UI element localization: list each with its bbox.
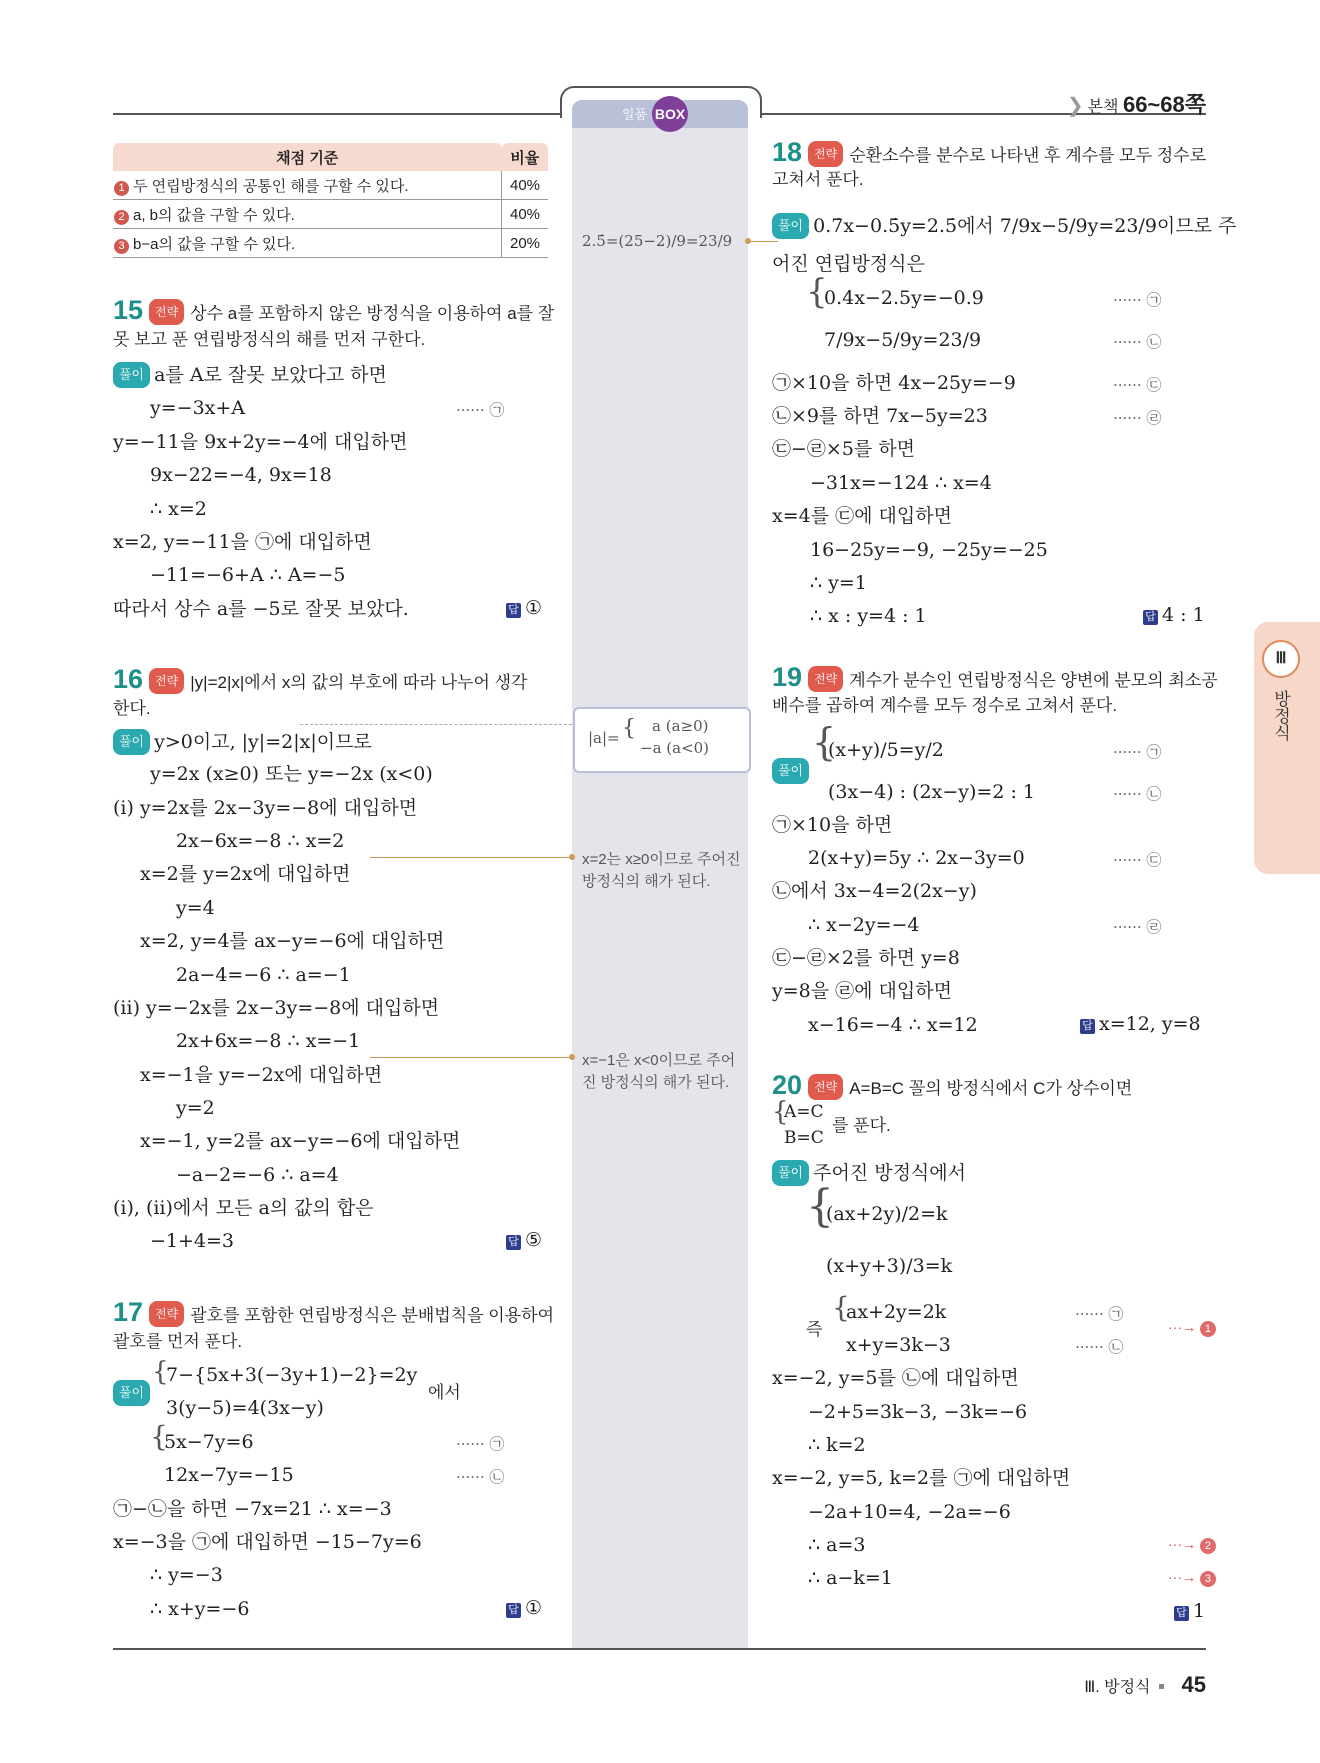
answer-value: x=12, y=8 — [1099, 1013, 1201, 1035]
chapter-title: 방정식 — [1271, 690, 1290, 741]
equation: A=C — [784, 1102, 824, 1122]
equation-tag: ······ ㉠ — [1113, 743, 1162, 761]
solution-line: 어진 연립방정식은 — [772, 253, 925, 275]
problem-number: 15 — [113, 295, 144, 325]
step-number: 2 — [1200, 1538, 1216, 1554]
footer-rule — [113, 1648, 1206, 1650]
solution-line: ㉢−㉣×5를 하면 — [772, 438, 916, 460]
brace: { — [806, 1181, 834, 1232]
answer-value: ① — [525, 1597, 543, 1619]
strategy-text-cont: 를 푼다. — [832, 1116, 891, 1135]
brace: { — [812, 720, 837, 764]
solution-line — [772, 1160, 966, 1186]
ref-pages: 66~68쪽 — [1122, 92, 1206, 117]
answer-value: ① — [525, 597, 543, 619]
equation: 3(y−5)=4(3x−y) — [166, 1397, 324, 1419]
strategy-text: 계수가 분수인 연립방정식은 양변에 분모의 최소공 — [849, 671, 1218, 690]
equation: x+y=3k−3 — [846, 1334, 951, 1356]
equation: 0.4x−2.5y=−0.9 — [824, 287, 984, 309]
strategy-text-cont: 고쳐서 푼다. — [772, 170, 864, 189]
problem-15-heading — [113, 295, 555, 326]
table-row — [113, 229, 548, 258]
solution-line — [113, 729, 372, 755]
solution-badge-line — [113, 1380, 154, 1406]
equation: (ax+2y)/2=k — [826, 1203, 948, 1225]
equation: ax+2y=2k — [846, 1301, 947, 1323]
solution-line: ㉠×10을 하면 4x−25y=−9 — [772, 372, 1016, 394]
solution-badge-line — [772, 758, 813, 784]
problem-19-heading — [772, 662, 1218, 693]
solution-line: x=2, y=−11을 ㉠에 대입하면 — [113, 531, 372, 553]
solution-line — [113, 362, 387, 388]
solution-line: ㉢−㉣×2를 하면 y=8 — [772, 947, 960, 969]
equation: B=C — [784, 1128, 824, 1148]
solution-line: ㉡에서 3x−4=2(2x−y) — [772, 880, 977, 902]
connector-line — [370, 1057, 572, 1058]
step-marker: 2 — [114, 210, 129, 225]
connector-line — [370, 857, 572, 858]
page-reference — [1067, 88, 1206, 119]
answer-value: 1 — [1193, 1600, 1206, 1622]
problem-18-heading — [772, 137, 1207, 168]
strategy-text: |y|=2|x|에서 x의 값의 부호에 따라 나누어 생각 — [190, 673, 528, 692]
solution-line: x=2, y=4를 ax−y=−6에 대입하면 — [140, 930, 445, 952]
criteria-text: b−a의 값을 구할 수 있다. — [133, 235, 296, 253]
solution-line: ㉠−㉡을 하면 −7x=21 ∴ x=−3 — [113, 1498, 392, 1520]
strategy-text: A=B=C 꼴의 방정식에서 C가 상수이면 — [849, 1079, 1133, 1098]
equation: ∴ a=3 — [808, 1534, 866, 1556]
equation: (x+y+3)/3=k — [826, 1255, 953, 1277]
page-number: 45 — [1181, 1672, 1206, 1697]
problem-17-heading — [113, 1297, 554, 1328]
box-badge: BOX — [652, 96, 688, 132]
solution-line: ㉡×9를 하면 7x−5y=23 — [772, 405, 988, 427]
solution-line: ㉠×10을 하면 — [772, 814, 893, 836]
strategy-badge: 전략 — [149, 299, 184, 325]
brace: { — [772, 1097, 789, 1127]
equation-tag: ······ ㉢ — [1113, 376, 1162, 394]
equation: 2x−6x=−8 ∴ x=2 — [176, 830, 345, 852]
equation: ∴ x=2 — [150, 498, 207, 520]
strategy-badge: 전략 — [149, 668, 184, 694]
answer — [1080, 1013, 1201, 1035]
equation-tag: ······ ㉢ — [1113, 851, 1162, 869]
strategy-badge: 전략 — [808, 141, 843, 167]
equation: y=2x (x≥0) 또는 y=−2x (x<0) — [150, 763, 433, 785]
answer-value: ⑤ — [525, 1229, 543, 1251]
solution-badge: 풀이 — [772, 758, 809, 784]
criteria-header: 채점 기준 — [113, 143, 502, 171]
solution-line: 따라서 상수 a를 −5로 잘못 보았다. — [113, 598, 409, 620]
solution-line: (ⅱ) y=−2x를 2x−3y=−8에 대입하면 — [113, 997, 440, 1019]
scoring-table — [113, 143, 548, 258]
equation: 5x−7y=6 — [164, 1431, 254, 1453]
problem-number: 18 — [772, 137, 803, 167]
answer-icon: 답 — [506, 1603, 521, 1618]
step-number: 1 — [1200, 1321, 1216, 1337]
solution-line — [772, 213, 1236, 239]
solution-line: x=2를 y=2x에 대입하면 — [140, 863, 351, 885]
box-label: 일품 — [622, 107, 648, 122]
brace: { — [152, 1357, 169, 1387]
equation: ∴ y=1 — [810, 572, 867, 594]
answer-icon: 답 — [1080, 1019, 1095, 1034]
solution-text: y>0이고, |y|=2|x|이므로 — [154, 731, 372, 753]
equation: (3x−4) : (2x−y)=2 : 1 — [828, 781, 1035, 803]
strategy-text-cont: 배수를 곱하여 계수를 모두 정수로 고쳐서 푼다. — [772, 696, 1118, 715]
equation: −31x=−124 ∴ x=4 — [810, 472, 992, 494]
problem-16-heading — [113, 664, 528, 695]
equation: −a−2=−6 ∴ a=4 — [176, 1164, 339, 1186]
equation-tag: ······ ㉠ — [1075, 1305, 1124, 1323]
equation: −1+4=3 — [150, 1230, 235, 1252]
equation: y=−3x+A — [150, 397, 246, 419]
strategy-badge: 전략 — [808, 1074, 843, 1100]
solution-text: 즉 — [806, 1320, 823, 1340]
connector-dot — [569, 1054, 575, 1060]
rate-value: 20% — [502, 229, 549, 258]
problem-number: 17 — [113, 1297, 144, 1327]
equation: 16−25y=−9, −25y=−25 — [810, 539, 1048, 561]
chevron-right-icon: ❯ — [1066, 95, 1084, 117]
table-row — [113, 200, 548, 229]
solution-line: y=8을 ㉣에 대입하면 — [772, 980, 952, 1002]
strategy-badge: 전략 — [808, 666, 843, 692]
equation: y=4 — [176, 897, 215, 919]
solution-badge: 풀이 — [113, 1380, 150, 1406]
equation: ∴ k=2 — [808, 1434, 866, 1456]
footer-chapter: Ⅲ. 방정식 — [1084, 1679, 1151, 1696]
strategy-text: 상수 a를 포함하지 않은 방정식을 이용하여 a를 잘 — [190, 304, 555, 323]
answer-icon: 답 — [1143, 610, 1158, 625]
equation: ∴ x+y=−6 — [150, 1598, 250, 1620]
equation-tag: ······ ㉡ — [1075, 1338, 1124, 1356]
equation-tag: ······ ㉡ — [1113, 333, 1162, 351]
solution-badge: 풀이 — [113, 729, 150, 755]
equation: 2x+6x=−8 ∴ x=−1 — [176, 1030, 361, 1052]
answer-icon: 답 — [506, 1235, 521, 1250]
equation: −2a+10=4, −2a=−6 — [808, 1501, 1011, 1523]
strategy-text: 괄호를 포함한 연립방정식은 분배법칙을 이용하여 — [190, 1306, 554, 1325]
equation: 12x−7y=−15 — [164, 1464, 294, 1486]
solution-badge: 풀이 — [772, 213, 809, 239]
equation-tag: ······ ㉠ — [456, 1435, 505, 1453]
solution-line: (ⅰ) y=2x를 2x−3y=−8에 대입하면 — [113, 797, 418, 819]
step-marker: ···→ 2 — [1168, 1536, 1216, 1554]
solution-badge: 풀이 — [113, 362, 150, 388]
step-marker: ···→ 1 — [1168, 1319, 1216, 1337]
chapter-number: Ⅲ — [1262, 640, 1300, 678]
strategy-text-cont: 괄호를 먼저 푼다. — [113, 1332, 243, 1351]
solution-line: x=−1, y=2를 ax−y=−6에 대입하면 — [140, 1130, 461, 1152]
solution-line: y=−11을 9x+2y=−4에 대입하면 — [113, 431, 408, 453]
table-row — [113, 171, 548, 200]
solution-text: 에서 — [428, 1383, 461, 1403]
equation-tag: ······ ㉣ — [1113, 409, 1162, 427]
step-marker: 1 — [114, 181, 129, 196]
equation: y=2 — [176, 1097, 215, 1119]
equation-tag: ······ ㉠ — [1113, 291, 1162, 309]
equation: 7−{5x+3(−3y+1)−2}=2y — [166, 1364, 418, 1386]
answer — [1143, 604, 1205, 626]
equation: x−16=−4 ∴ x=12 — [808, 1014, 978, 1036]
connector-line — [300, 724, 572, 726]
equation: ∴ x : y=4 : 1 — [810, 605, 927, 627]
brace: { — [832, 1291, 850, 1324]
problem-number: 20 — [772, 1070, 803, 1100]
strategy-text-cont: 못 보고 푼 연립방정식의 해를 먼저 구한다. — [113, 330, 426, 349]
problem-number: 19 — [772, 662, 803, 692]
brace: { — [622, 716, 636, 741]
abs-case-1: a (a≥0) — [652, 717, 709, 735]
equation-tag: ······ ㉡ — [456, 1468, 505, 1486]
connector-dot — [569, 854, 575, 860]
strategy-text: 순환소수를 분수로 나타낸 후 계수를 모두 정수로 — [849, 146, 1207, 165]
abs-label: |a|= — [588, 729, 620, 747]
solution-line: x=−1을 y=−2x에 대입하면 — [140, 1064, 383, 1086]
solution-text: a를 A로 잘못 보았다고 하면 — [154, 364, 387, 386]
box-note-x2: x=2는 x≥0이므로 주어진 방정식의 해가 된다. — [582, 851, 741, 890]
rate-value: 40% — [502, 200, 549, 229]
solution-line: (ⅰ), (ⅱ)에서 모든 a의 값의 합은 — [113, 1197, 374, 1219]
brace: { — [806, 272, 828, 312]
solution-line: x=4를 ㉢에 대입하면 — [772, 505, 952, 527]
equation: 7/9x−5/9y=23/9 — [824, 329, 982, 351]
solution-line: x=−3을 ㉠에 대입하면 −15−7y=6 — [113, 1531, 422, 1553]
connector-dot — [745, 238, 751, 244]
ref-prefix: 본책 — [1087, 99, 1119, 116]
answer — [506, 597, 542, 619]
connector-line — [748, 241, 778, 242]
answer-icon: 답 — [506, 603, 521, 618]
strategy-badge: 전략 — [149, 1301, 184, 1327]
brace: { — [150, 1420, 168, 1453]
strategy-text-cont: 한다. — [113, 699, 151, 718]
answer — [506, 1597, 542, 1619]
step-marker: ···→ 3 — [1168, 1569, 1216, 1587]
abs-case-2: −a (a<0) — [640, 739, 710, 757]
problem-number: 16 — [113, 664, 144, 694]
solution-text: 주어진 방정식에서 — [813, 1162, 966, 1184]
equation: ∴ a−k=1 — [808, 1567, 893, 1589]
equation: −11=−6+A ∴ A=−5 — [150, 564, 346, 586]
solution-text: 0.7̇x−0.5̇y=2.5̇에서 7/9x−5/9y=23/9이므로 주 — [813, 215, 1237, 237]
solution-line: x=−2, y=5, k=2를 ㉠에 대입하면 — [772, 1467, 1071, 1489]
equation-tag: ······ ㉣ — [1113, 918, 1162, 936]
answer-icon: 답 — [1174, 1606, 1189, 1621]
rate-value: 40% — [502, 171, 549, 200]
equation: ∴ y=−3 — [150, 1564, 223, 1586]
problem-20-heading — [772, 1070, 1133, 1101]
answer — [1174, 1600, 1205, 1622]
equation-tag: ······ ㉡ — [1113, 785, 1162, 803]
equation: 2a−4=−6 ∴ a=−1 — [176, 964, 351, 986]
equation: 9x−22=−4, 9x=18 — [150, 464, 332, 486]
equation-tag: ······ ㉠ — [456, 401, 505, 419]
equation: (x+y)/5=y/2 — [828, 739, 944, 761]
step-number: 3 — [1200, 1571, 1216, 1587]
footer — [1084, 1672, 1206, 1698]
criteria-text: 두 연립방정식의 공통인 해를 구할 수 있다. — [133, 177, 409, 195]
box-note-repeating-decimal: 2.5̇=(25−2)/9=23/9 — [582, 232, 733, 250]
answer — [506, 1229, 542, 1251]
answer-value: 4 : 1 — [1162, 604, 1205, 626]
solution-line: x=−2, y=5를 ㉡에 대입하면 — [772, 1367, 1019, 1389]
solution-badge: 풀이 — [772, 1160, 809, 1186]
separator-square-icon — [1159, 1684, 1164, 1689]
equation: 2(x+y)=5y ∴ 2x−3y=0 — [808, 847, 1025, 869]
rate-header: 비율 — [502, 143, 549, 171]
criteria-text: a, b의 값을 구할 수 있다. — [133, 206, 295, 224]
box-note-xneg1: x=−1은 x<0이므로 주어진 방정식의 해가 된다. — [582, 1052, 736, 1091]
equation: ∴ x−2y=−4 — [808, 914, 920, 936]
equation: −2+5=3k−3, −3k=−6 — [808, 1401, 1028, 1423]
step-marker: 3 — [114, 239, 129, 254]
